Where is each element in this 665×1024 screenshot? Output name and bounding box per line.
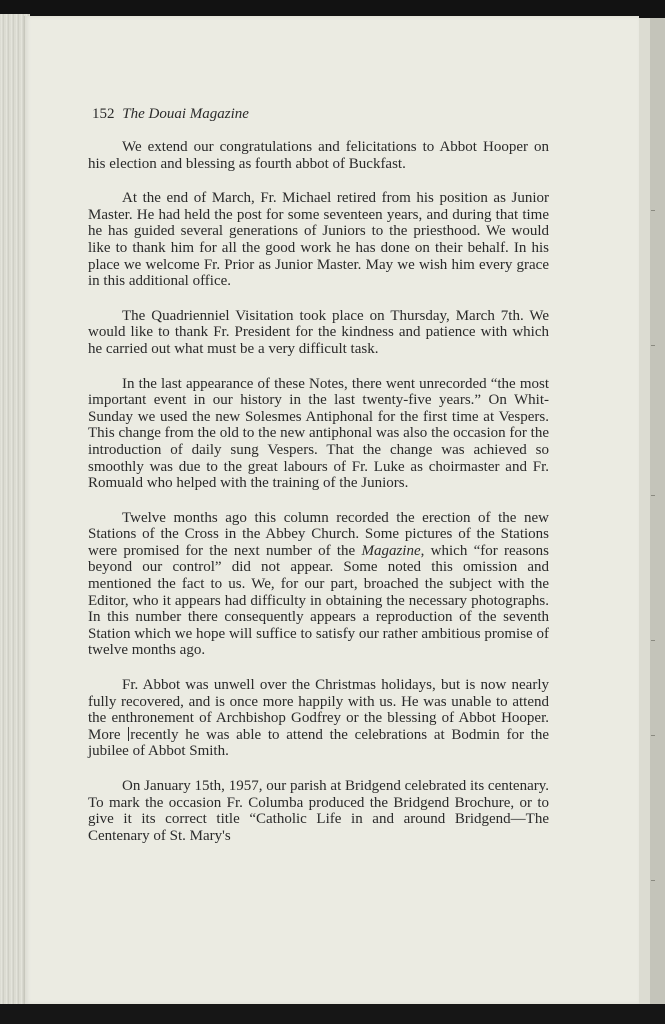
- paragraph-stations-italic: Magazine: [361, 542, 421, 559]
- edge-mark: [651, 345, 655, 346]
- page-stack-right-inner: [650, 18, 665, 1008]
- edge-mark: [651, 735, 655, 736]
- paragraph-abbot-hooper: We extend our congratulations and felicitations to Abbot Hooper on his election and blessing as fourth abbot of Buckfast.: [88, 139, 549, 172]
- paragraph-stations-text-before: Twelve months ago this column recorded the erection of the new Stations of the Cross in the Abbey Church. Some pictures of the Stations were promised for the next number of the: [88, 509, 549, 559]
- page-number: 152: [92, 106, 115, 122]
- paragraph-antiphonal: In the last appearance of these Notes, there went unrecorded “the most important event in our history in the last twenty-five years.” On Whit-Sunday we used the new Solesmes Antiphonal for the first time at Vespers. This change from the old to the new antiphonal was also the occasion for the introduction of daily sung Vespers. That the change was achieved so smoothly was due to the great labours of Fr. Luke as choirmaster and Fr. Romuald who helped with the training of the Juniors.: [88, 375, 549, 492]
- magazine-title: The Douai Magazine: [122, 106, 249, 122]
- paragraph-junior-master: At the end of March, Fr. Michael retired from his position as Junior Master. He had held the post for some seventeen years, and during that time he has guided several generations of Juniors to the priesthood. We would like to thank him for all the good work he has done on their behalf. In his place we welcome Fr. Prior as Junior Master. May we wish him every grace in this additional office.: [88, 190, 549, 290]
- paragraph-bridgend: On January 15th, 1957, our parish at Bridgend celebrated its centenary. To mark the occasion Fr. Columba produced the Bridgend Brochure, or to give it its correct title “Catholic Life in and around Bridgend—The Centenary of St. Mary's: [88, 778, 549, 844]
- paragraph-fr-abbot-text-before: Fr. Abbot was unwell over the Christmas holidays, but is now nearly fully recovered, and is once more happily with us. He was unable to attend the enthronement of Archbishop Godfrey or the blessing of Abbot Hooper. More: [88, 677, 549, 743]
- paragraph-stations-text-after: , which “for reasons beyond our control” did not appear. Some noted this omission and mentioned the fact to us. We, for our part, broached the subject with the Editor, who it appears had difficulty in obtaining the necessary photographs. In this number there consequently appears a reproduction of the seventh Station which we hope will suffice to satisfy our rather ambitious promise of twelve months ago.: [88, 542, 550, 659]
- edge-mark: [651, 495, 655, 496]
- paragraph-visitation: The Quadrienniel Visitation took place on Thursday, March 7th. We would like to thank Fr. President for the kindness and patience with which he carried out what must be a very difficult task.: [88, 307, 549, 357]
- paragraph-stations: [88, 510, 549, 659]
- edge-mark: [651, 210, 655, 211]
- scan-bottom-edge: [0, 1004, 665, 1024]
- running-head: [92, 104, 492, 124]
- edge-mark: [651, 640, 655, 641]
- edge-mark: [651, 880, 655, 881]
- paragraph-fr-abbot-text-after: recently he was able to attend the celebrations at Bodmin for the jubilee of Abbot Smith.: [88, 726, 549, 760]
- paragraph-fr-abbot: [88, 677, 549, 760]
- body-text: [88, 139, 549, 862]
